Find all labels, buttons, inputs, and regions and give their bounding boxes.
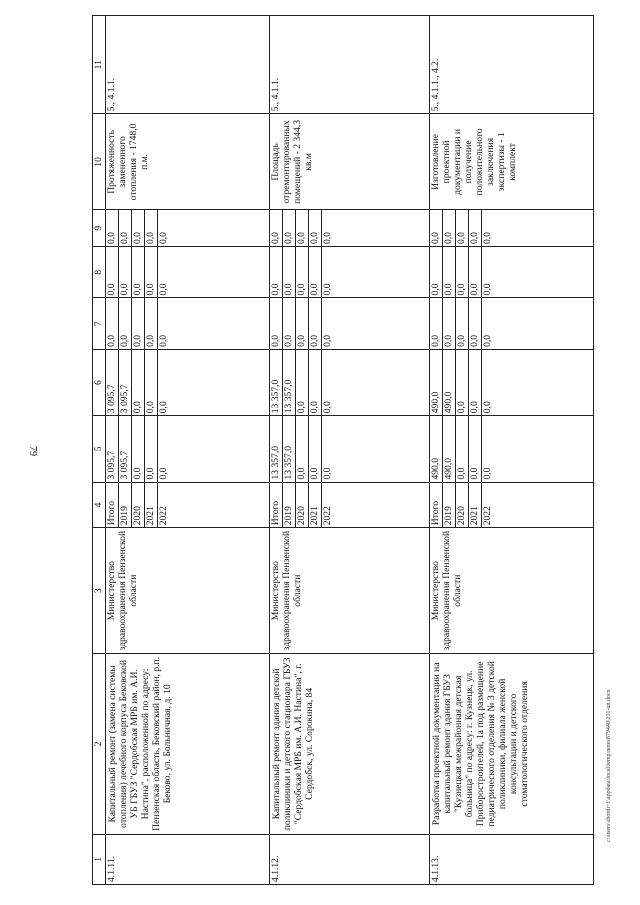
regional-budget-value: 0,0 [469, 350, 482, 415]
local-budget-value: 0,0 [309, 247, 322, 297]
program-table [92, 15, 594, 885]
col-header: 5 [93, 416, 106, 482]
other-sources-value: 0,0 [158, 232, 169, 245]
other-sources-value: 0,0 [482, 232, 493, 245]
local-budget-value: 0,0 [322, 283, 333, 296]
measure-description: Разработка проектной документации на капитальный ремонт здания ГБУЗ "Кузнецкая межрайонная детская больница" по адресу: г. Кузнецк, ул. Приборостроителей, 1а под размещение педиатрического отделения № 3 детской поликлиники, филиала женской консультации и детского стоматологического отделения [430, 654, 594, 835]
other-sources-value: 0,0 [430, 210, 443, 246]
regional-budget [430, 349, 594, 415]
year-list [430, 482, 594, 528]
regional-budget-value: 0,0 [132, 350, 145, 415]
indicator-reference: 5., 4.1.1., 4.2. [430, 16, 594, 114]
other-sources-value: 0,0 [456, 210, 469, 246]
regional-budget-value: 490,0 [443, 350, 456, 415]
year-list-value: 2022 [482, 506, 493, 526]
total-funding-value: 0,0 [296, 416, 309, 481]
federal-budget-value: 0,0 [296, 298, 309, 348]
total-funding-value: 0,0 [145, 416, 158, 481]
measure-description: Капитальный ремонт здания детской поликлиники и детского стационара ГБУЗ "Сердобская МРБ им. А.И. Настина", г. Сердобск, ул. Сорокина, 84 [270, 654, 430, 835]
federal-budget-value: 0,0 [430, 298, 443, 348]
regional-budget-value: 0,0 [309, 350, 322, 415]
federal-budget-value: 0,0 [145, 298, 158, 348]
result-indicator: Изготовление проектной документации и получение положительного заключения экспертизы - 1 комплект [430, 114, 594, 210]
total-funding-value: 0,0 [309, 416, 322, 481]
federal-budget-value: 0,0 [106, 298, 119, 348]
regional-budget-value: 13 357,0 [270, 350, 283, 415]
total-funding-value: 0,0 [158, 467, 169, 480]
footer-file-path: c:\users\sbordi~1\appdata\local\temp\notes879440\211-un.docx [606, 689, 612, 842]
federal-budget-value: 0,0 [322, 334, 333, 347]
total-funding-value: 0,0 [482, 467, 493, 480]
table-row [430, 16, 594, 885]
federal-budget-value: 0,0 [283, 298, 296, 348]
year-list [270, 482, 430, 528]
total-funding [106, 416, 270, 482]
other-sources-value: 0,0 [296, 210, 309, 246]
col-header: 4 [93, 482, 106, 528]
header-row [93, 16, 106, 885]
row-number: 4.1.11. [106, 834, 270, 884]
total-funding-value: 490,0 [443, 416, 456, 481]
regional-budget [270, 349, 430, 415]
result-indicator: Площадь отремонтированных помещений - 2 344,3 кв.м [270, 114, 430, 210]
total-funding-value: 490,0 [430, 416, 443, 481]
page-number: 79 [27, 446, 38, 456]
regional-budget-value: 3 095,7 [106, 350, 119, 415]
local-budget-value: 0,0 [145, 247, 158, 297]
local-budget [430, 247, 594, 298]
federal-budget-value: 0,0 [443, 298, 456, 348]
regional-budget-value: 0,0 [145, 350, 158, 415]
total-funding-value: 0,0 [132, 416, 145, 481]
total-funding-value: 3 095,7 [119, 416, 132, 481]
col-header: 7 [93, 298, 106, 349]
other-sources-value: 0,0 [270, 210, 283, 246]
total-funding-value: 13 357,0 [270, 416, 283, 481]
year-list-value: 2020 [456, 483, 469, 528]
col-header: 6 [93, 349, 106, 415]
year-list-value: 2019 [119, 483, 132, 528]
result-indicator: Протяженность замененного отопления - 1748,0 п.м. [106, 114, 270, 210]
year-list-value: 2021 [145, 483, 158, 528]
total-funding [430, 416, 594, 482]
regional-budget-value: 490,0 [430, 350, 443, 415]
other-sources-value: 0,0 [283, 210, 296, 246]
federal-budget-value: 0,0 [270, 298, 283, 348]
measure-description: Капитальный ремонт (замена системы отопления) лечебного корпуса Бековской УБ ГБУЗ "Сердобская МРБ им. А.И. Настина", расположенной по адресу: Пензенская область, Бековский район, р.п. Беково, ул. Больничная, д. 10 [106, 654, 270, 835]
regional-budget-value: 0,0 [322, 401, 333, 414]
regional-budget-value: 0,0 [296, 350, 309, 415]
other-sources [430, 210, 594, 247]
federal-budget-value: 0,0 [482, 334, 493, 347]
other-sources-value: 0,0 [469, 210, 482, 246]
other-sources-value: 0,0 [145, 210, 158, 246]
col-header: 2 [93, 654, 106, 835]
other-sources-value: 0,0 [443, 210, 456, 246]
total-funding [270, 416, 430, 482]
regional-budget [106, 349, 270, 415]
year-list-value: Итого [106, 483, 119, 528]
year-list-value: 2019 [443, 483, 456, 528]
federal-budget-value: 0,0 [456, 298, 469, 348]
federal-budget-value: 0,0 [309, 298, 322, 348]
federal-budget [270, 298, 430, 349]
year-list-value: 2020 [132, 483, 145, 528]
year-list-value: 2020 [296, 483, 309, 528]
local-budget-value: 0,0 [283, 247, 296, 297]
total-funding-value: 0,0 [456, 416, 469, 481]
local-budget-value: 0,0 [482, 283, 493, 296]
table-row [106, 16, 270, 885]
indicator-reference: 5., 4.1.1. [270, 16, 430, 114]
federal-budget [106, 298, 270, 349]
regional-budget-value: 0,0 [456, 350, 469, 415]
regional-budget-value: 3 095,7 [119, 350, 132, 415]
local-budget-value: 0,0 [430, 247, 443, 297]
year-list-value: Итого [430, 483, 443, 528]
col-header: 8 [93, 247, 106, 298]
year-list-value: 2021 [469, 483, 482, 528]
executor: Министерство здравоохранения Пензенской области [430, 528, 594, 654]
row-number: 4.1.12. [270, 834, 430, 884]
year-list-value: 2019 [283, 483, 296, 528]
rotated-table-container [92, 15, 587, 885]
executor: Министерство здравоохранения Пензенской области [106, 528, 270, 654]
year-list-value: 2021 [309, 483, 322, 528]
federal-budget-value: 0,0 [119, 298, 132, 348]
federal-budget [430, 298, 594, 349]
year-list [106, 482, 270, 528]
col-header: 10 [93, 114, 106, 210]
federal-budget-value: 0,0 [132, 298, 145, 348]
total-funding-value: 3 095,7 [106, 416, 119, 481]
other-sources [270, 210, 430, 247]
local-budget-value: 0,0 [456, 247, 469, 297]
local-budget-value: 0,0 [469, 247, 482, 297]
other-sources-value: 0,0 [106, 210, 119, 246]
year-list-value: 2022 [322, 506, 333, 526]
other-sources-value: 0,0 [132, 210, 145, 246]
regional-budget-value: 13 357,0 [283, 350, 296, 415]
local-budget-value: 0,0 [443, 247, 456, 297]
federal-budget-value: 0,0 [158, 334, 169, 347]
total-funding-value: 0,0 [469, 416, 482, 481]
local-budget-value: 0,0 [296, 247, 309, 297]
regional-budget-value: 0,0 [158, 401, 169, 414]
local-budget [270, 247, 430, 298]
local-budget-value: 0,0 [158, 283, 169, 296]
executor: Министерство здравоохранения Пензенской области [270, 528, 430, 654]
other-sources-value: 0,0 [119, 210, 132, 246]
regional-budget-value: 0,0 [482, 401, 493, 414]
other-sources [106, 210, 270, 247]
year-list-value: 2022 [158, 506, 169, 526]
total-funding-value: 0,0 [322, 467, 333, 480]
local-budget-value: 0,0 [132, 247, 145, 297]
other-sources-value: 0,0 [309, 210, 322, 246]
row-number: 4.1.13. [430, 834, 594, 884]
col-header: 1 [93, 834, 106, 884]
col-header: 3 [93, 528, 106, 654]
other-sources-value: 0,0 [322, 232, 333, 245]
total-funding-value: 13 357,0 [283, 416, 296, 481]
table-row [270, 16, 430, 885]
local-budget-value: 0,0 [119, 247, 132, 297]
local-budget [106, 247, 270, 298]
local-budget-value: 0,0 [106, 247, 119, 297]
local-budget-value: 0,0 [270, 247, 283, 297]
federal-budget-value: 0,0 [469, 298, 482, 348]
col-header: 9 [93, 210, 106, 247]
year-list-value: Итого [270, 483, 283, 528]
col-header: 11 [93, 16, 106, 114]
indicator-reference: 5., 4.1.1. [106, 16, 270, 114]
